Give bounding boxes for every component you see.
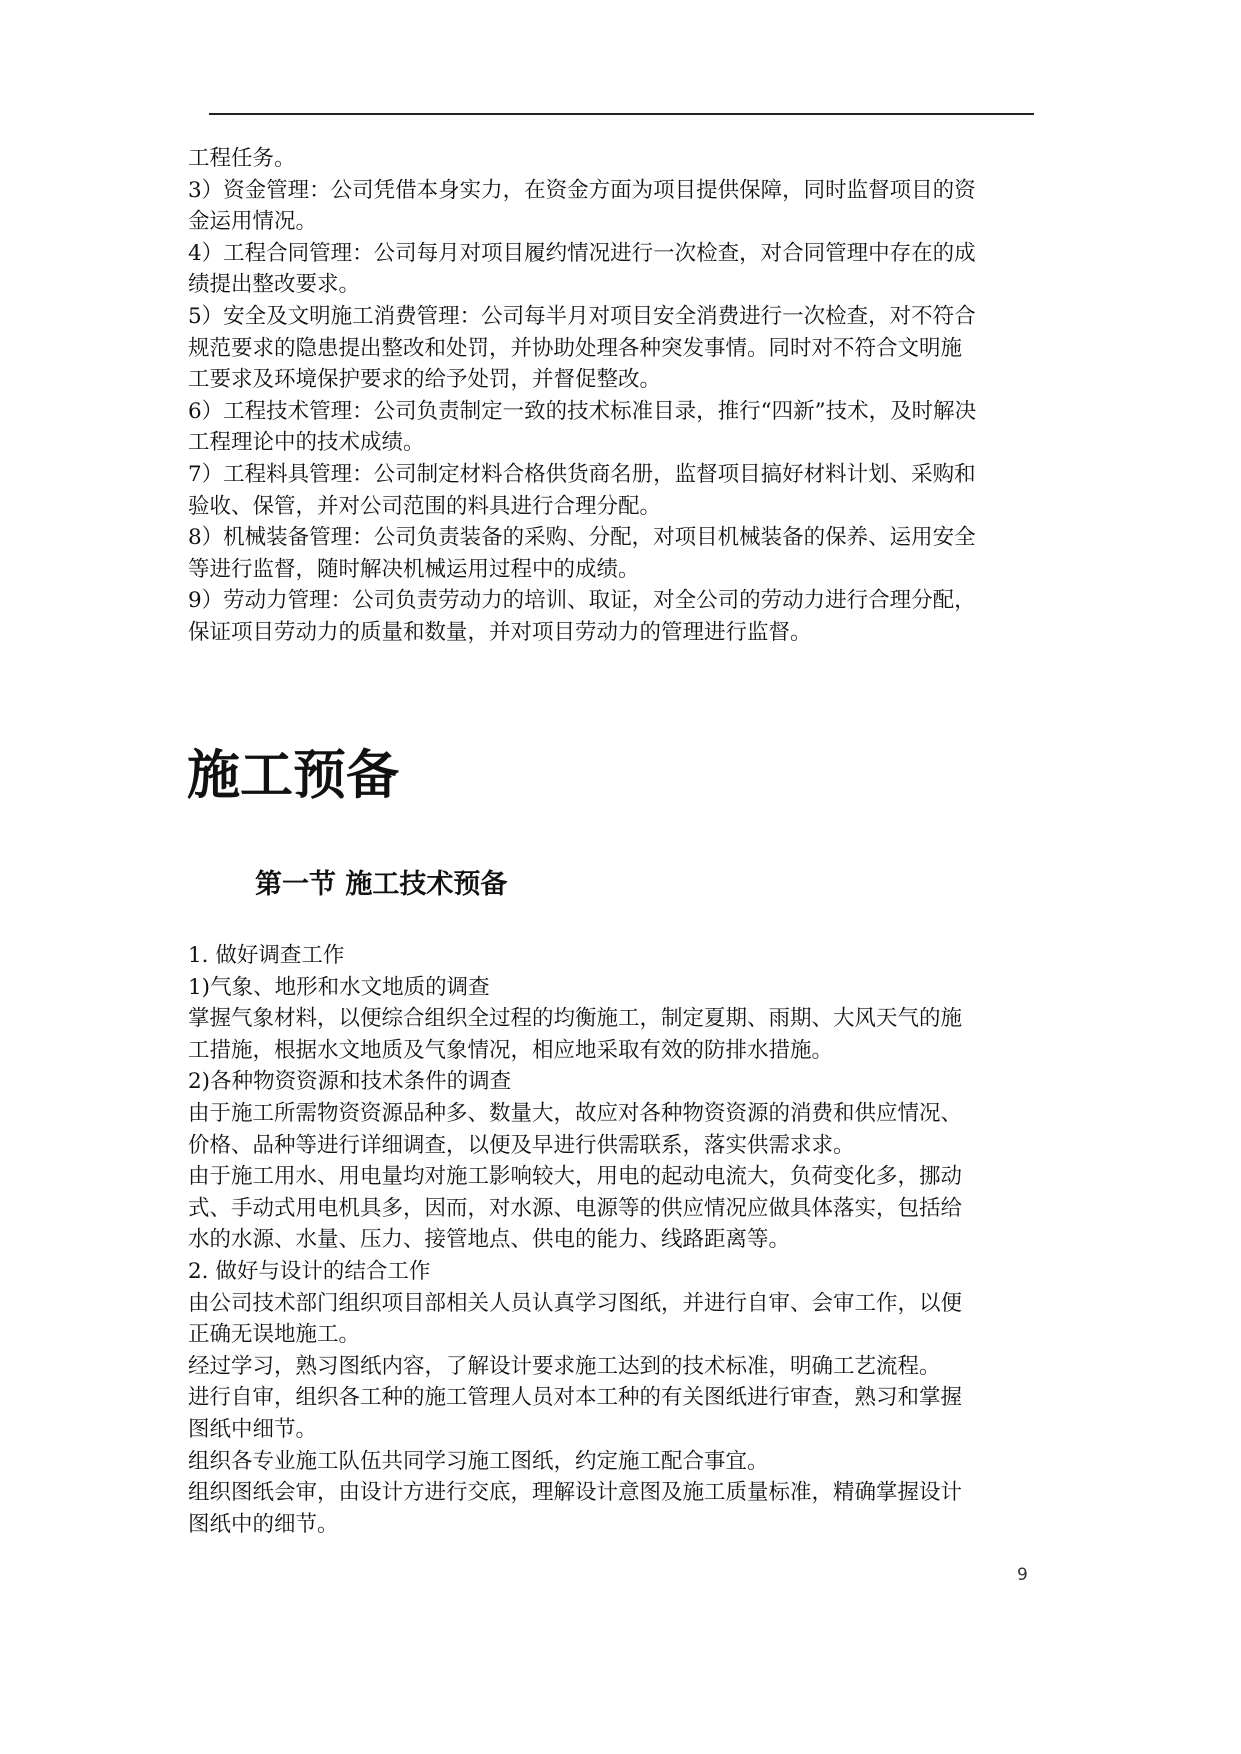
text-line: 掌握气象材料，以便综合组织全过程的均衡施工，制定夏期、雨期、大风天气的施 [188, 1006, 963, 1032]
text-line: 绩提出整改要求。 [188, 272, 361, 298]
text-line: 组织图纸会审，由设计方进行交底，理解设计意图及施工质量标准，精确掌握设计 [188, 1480, 963, 1506]
text-line: 8）机械装备管理：公司负责装备的采购、分配，对项目机械装备的保养、运用安全 [188, 525, 976, 551]
text-line: 由于施工用水、用电量均对施工影响较大，用电的起动电流大，负荷变化多，挪动 [188, 1164, 963, 1190]
text-line: 验收、保管，并对公司范围的料具进行合理分配。 [188, 493, 662, 519]
management-paragraphs [188, 143, 1088, 649]
text-line: 价格、品种等进行详细调查，以便及早进行供需联系，落实供需求求。 [188, 1132, 855, 1158]
text-line: 规范要求的隐患提出整改和处罚，并协助处理各种突发事情。同时对不符合文明施 [188, 335, 963, 361]
text-line: 工程理论中的技术成绩。 [188, 430, 425, 456]
text-line: 2. 做好与设计的结合工作 [188, 1258, 431, 1284]
text-line: 工要求及环境保护要求的给予处罚，并督促整改。 [188, 367, 662, 393]
section-title: 第一节 施工技术预备 [255, 869, 508, 900]
text-line: 图纸中的细节。 [188, 1511, 339, 1537]
text-line: 经过学习，熟习图纸内容，了解设计要求施工达到的技术标准，明确工艺流程。 [188, 1353, 941, 1379]
section-paragraphs [188, 940, 1088, 1540]
text-line: 1. 做好调查工作 [188, 943, 345, 968]
text-line: 工程任务。 [188, 146, 296, 171]
text-line: 2)各种物资资源和技术条件的调查 [188, 1069, 512, 1095]
text-line: 正确无误地施工。 [188, 1322, 361, 1348]
chapter-title: 施工预备 [187, 744, 399, 806]
text-line: 9）劳动力管理：公司负责劳动力的培训、取证，对全公司的劳动力进行合理分配， [188, 588, 976, 614]
text-line: 5）安全及文明施工消费管理：公司每半月对项目安全消费进行一次检查，对不符合 [188, 303, 976, 329]
text-line: 工措施，根据水文地质及气象情况，相应地采取有效的防排水措施。 [188, 1037, 834, 1063]
text-line: 保证项目劳动力的质量和数量，并对项目劳动力的管理进行监督。 [188, 619, 812, 645]
text-line: 1)气象、地形和水文地质的调查 [188, 974, 490, 1000]
text-line: 6）工程技术管理：公司负责制定一致的技术标准目录，推行“四新”技术，及时解决 [188, 398, 977, 424]
text-line: 4）工程合同管理：公司每月对项目履约情况进行一次检查，对合同管理中存在的成 [188, 240, 976, 266]
text-line: 由公司技术部门组织项目部相关人员认真学习图纸，并进行自审、会审工作，以便 [188, 1290, 963, 1316]
text-line: 由于施工所需物资资源品种多、数量大，故应对各种物资资源的消费和供应情况、 [188, 1100, 963, 1126]
header-rule [209, 113, 1034, 115]
page-number: 9 [1017, 1565, 1028, 1585]
text-line: 金运用情况。 [188, 209, 318, 235]
text-line: 水的水源、水量、压力、接管地点、供电的能力、线路距离等。 [188, 1227, 791, 1253]
text-line: 7）工程料具管理：公司制定材料合格供货商名册，监督项目搞好材料计划、采购和 [188, 461, 976, 487]
text-line: 等进行监督，随时解决机械运用过程中的成绩。 [188, 556, 640, 582]
text-line: 进行自审，组织各工种的施工管理人员对本工种的有关图纸进行审查，熟习和掌握 [188, 1385, 963, 1411]
text-line: 3）资金管理：公司凭借本身实力，在资金方面为项目提供保障，同时监督项目的资 [188, 177, 976, 203]
text-line: 式、手动式用电机具多，因而，对水源、电源等的供应情况应做具体落实，包括给 [188, 1195, 963, 1221]
text-line: 组织各专业施工队伍共同学习施工图纸，约定施工配合事宜。 [188, 1448, 769, 1474]
text-line: 图纸中细节。 [188, 1416, 318, 1442]
